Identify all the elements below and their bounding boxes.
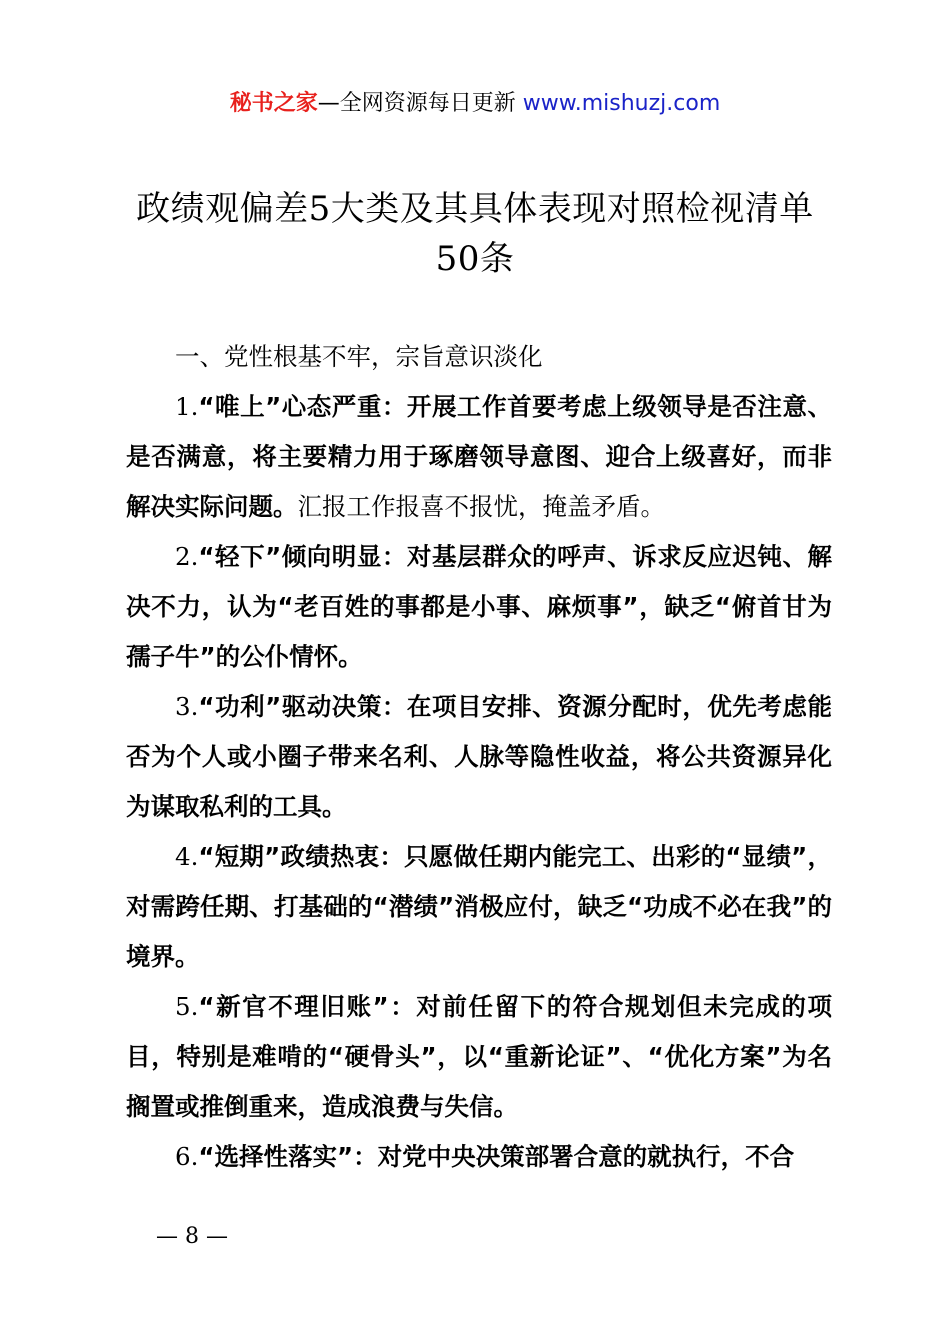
document-body <box>126 332 832 1182</box>
item-number: 2. <box>175 542 199 571</box>
item-bold-text: “功利”驱动决策：在项目安排、资源分配时，优先考虑能否为个人或小圈子带来名利、人脉等隐性收益，将公共资源异化为谋取私利的工具。 <box>126 692 832 821</box>
list-item <box>126 532 832 682</box>
item-number: 5. <box>175 992 199 1021</box>
list-item <box>126 382 832 532</box>
list-item <box>126 1132 832 1182</box>
header-tagline: —全网资源每日更新 <box>317 91 523 116</box>
item-bold-text: “唯上”心态严重：开展工作首要考虑上级领导是否注意、是否满意，将主要精力用于琢磨领导意图、迎合上级喜好，而非解决实际问题。 <box>126 392 832 521</box>
page-number: — 8 — <box>156 1224 228 1249</box>
site-url-link[interactable]: www.mishuzj.com <box>522 91 721 116</box>
list-item <box>126 982 832 1132</box>
title-line-2: 50条 <box>435 239 515 279</box>
item-bold-text: “轻下”倾向明显：对基层群众的呼声、诉求反应迟钝、解决不力，认为“老百姓的事都是小事、麻烦事”，缺乏“俯首甘为孺子牛”的公仆情怀。 <box>126 542 832 671</box>
list-item <box>126 832 832 982</box>
item-bold-text: “短期”政绩热衷：只愿做任期内能完工、出彩的“显绩”，对需跨任期、打基础的“潜绩”消极应付，缺乏“功成不必在我”的境界。 <box>126 842 832 971</box>
item-bold-text: “新官不理旧账”：对前任留下的符合规划但未完成的项目，特别是难啃的“硬骨头”，以“重新论证”、“优化方案”为名搁置或推倒重来，造成浪费与失信。 <box>126 992 832 1121</box>
site-header <box>0 86 950 122</box>
title-line-1: 政绩观偏差5大类及其具体表现对照检视清单 <box>136 189 814 229</box>
item-bold-text: “选择性落实”：对党中央决策部署合意的就执行，不合 <box>198 1142 795 1171</box>
list-item <box>126 682 832 832</box>
item-number: 6. <box>175 1142 199 1171</box>
brand-name: 秘书之家 <box>229 91 318 116</box>
item-number: 1. <box>175 392 199 421</box>
document-title <box>100 184 850 284</box>
section-heading: 一、党性根基不牢，宗旨意识淡化 <box>175 342 543 371</box>
item-text: 汇报工作报喜不报忧，掩盖矛盾。 <box>297 492 665 521</box>
item-number: 3. <box>175 692 199 721</box>
item-number: 4. <box>175 842 199 871</box>
